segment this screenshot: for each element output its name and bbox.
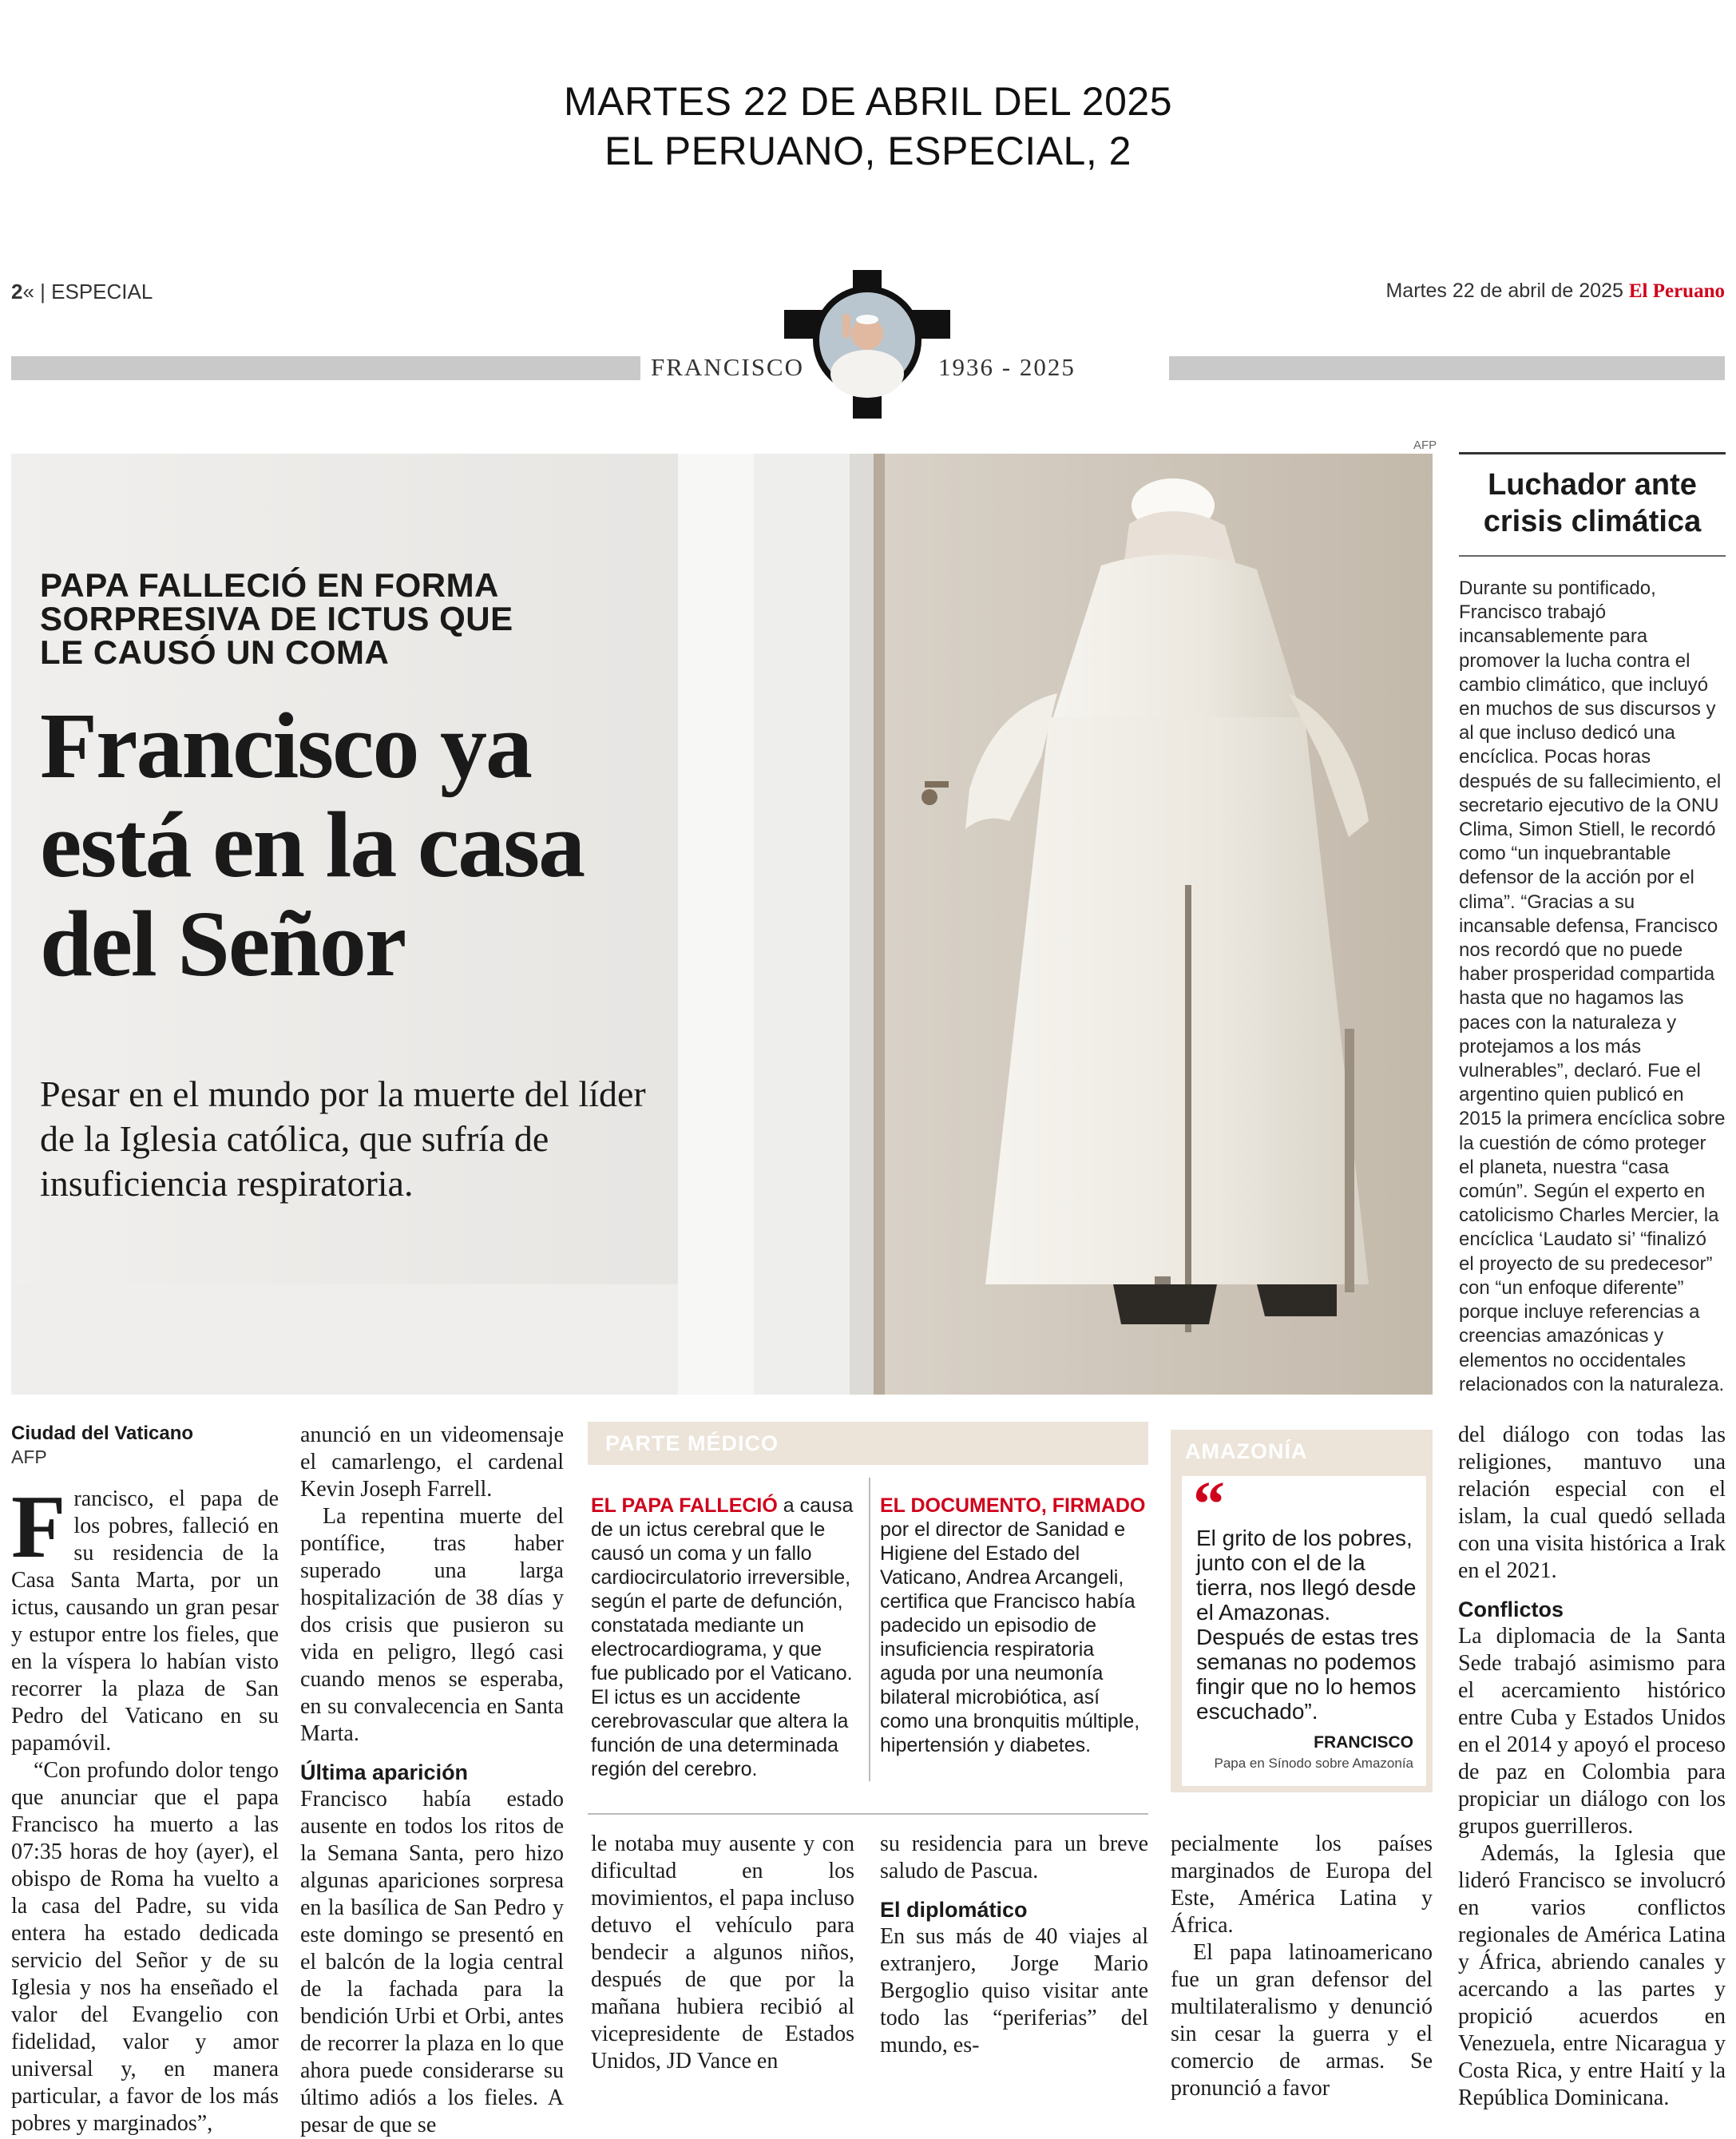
col5-paragraph-2: El papa latinoamericano fue un gran defensor del multilateralismo y denunció sin cesar la guerra y el comercio de armas. Se pronunció a favor [1171,1940,1433,2101]
brand-logo: El Peruano [1628,280,1725,302]
col2-paragraph-3: Francisco había estado ausente en todos los ritos de la Semana Santa, pero hizo algunas apariciones sorpresa en la basílica de San Pedro y este domingo se presentó en el balcón de la logia central de la fachada para la bendición Urbi et Orbi, antes de recorrer la plaza en lo que ahora puede considerarse su último adiós a los fieles. A pesar de que se [300,1787,564,2137]
col6-paragraph-2: La diplomacia de la Santa Sede trabajó asimismo para el acercamiento histórico entre Cuba y Estados Unidos en el 2014 y apoyó el proceso de paz en Colombia para propiciar un diálogo con los grupos guerrilleros. [1458,1624,1726,1839]
col4-paragraph-1: su residencia para un breve saludo de Pascua. [880,1831,1148,1883]
page-number: 2 [11,280,23,304]
article-col-2 [300,1422,564,2139]
quote-mark-icon: “ [1193,1470,1225,1540]
hero-kicker: PAPA FALLECIÓ EN FORMA SORPRESIVA DE ICTUS QUE LE CAUSÓ UN COMA [40,566,513,671]
memorial-name: FRANCISCO [651,353,804,381]
section-name: ESPECIAL [51,280,153,304]
dateline-place: Ciudad del Vaticano [11,1423,194,1444]
parte-medico-divider [869,1478,870,1781]
article-col-5 [1171,1831,1433,2102]
article-col-1 [11,1422,279,2137]
parte-medico-right-lead: EL DOCUMENTO, FIRMADO [880,1494,1146,1517]
col4-paragraph-2: En sus más de 40 viajes al extranjero, Jorge Mario Bergoglio quiso visitar ante todo las “periferias” del mundo, es- [880,1924,1148,2058]
hero-headline: Francisco ya está en la casa del Señor [40,693,585,996]
amazonia-box [1171,1430,1433,1792]
parte-medico-left [591,1494,854,1781]
col2-subhead: Última aparición [300,1760,469,1784]
col2-paragraph-1: anunció en un videomensaje el camarlengo, el cardenal Kevin Joseph Farrell. [300,1423,564,1502]
folio-left: 2« | ESPECIAL [11,280,153,304]
page-header-line2: EL PERUANO, ESPECIAL, 2 [604,129,1132,173]
quote-author: FRANCISCO [1314,1733,1413,1752]
dropcap: F [11,1478,66,1577]
sidebar-top-rule [1459,452,1726,454]
parte-medico-right [880,1494,1148,1757]
memorial-bar-left [11,356,640,380]
folio-right [1385,280,1725,303]
col6-subhead: Conflictos [1458,1597,1564,1621]
col6-paragraph-3: Además, la Iglesia que lideró Francisco se involucró en varios conflictos regionales de América Latina y África, abriendo canales y acercando a las partes y propició acuerdos en Venezuela, entre Nicaragua y Costa Rica, y entre Haití y la República Dominicana. [1458,1841,1726,2110]
parte-medico-header [588,1422,1148,1465]
hero-deck: Pesar en el mundo por la muerte del líder de la Iglesia católica, que sufría de insuficiencia respiratoria. [40,1073,646,1204]
memorial-bar-right [1169,356,1725,380]
col1-paragraph-1: rancisco, el papa de los pobres, falleció en su residencia de la Casa Santa Marta, por un ictus, causando un gran pesar y estupor entre los fieles, que en la víspera lo habían visto recorrer la plaza de San Pedro del Vaticano en su papamóvil. [11,1486,279,1756]
col3-bottom-paragraph: le notaba muy ausente y con dificultad en los movimientos, el papa incluso detuvo el vehículo para bendecir a algunos niños, después de que por la mañana hubiera recibió al vicepresidente de Estados Unidos, JD Vance en [591,1831,854,2074]
folio-marker: « [22,280,34,304]
sidebar-title: Luchador ante crisis climática [1483,468,1702,538]
memorial-cross-emblem [784,270,950,419]
page-header-line1: MARTES 22 DE ABRIL DEL 2025 [563,79,1172,124]
parte-medico-left-lead: EL PAPA FALLECIÓ [591,1494,778,1517]
parte-medico-right-text: por el director de Sanidad e Higiene del Estado del Vaticano, Andrea Arcangeli, certifica que Francisco había padecido un episodio de insuficiencia respiratoria aguda por una neumonía bilateral microbiótica, así como una bronquitis múltiple, hipertensión y diabetes. [880,1518,1140,1756]
article-col-6 [1458,1422,1726,2112]
dateline-agency: AFP [11,1447,47,1467]
sidebar-rule [1459,555,1726,557]
quote-author-role: Papa en Sínodo sobre Amazonía [1214,1756,1413,1771]
col4-subhead: El diplomático [880,1898,1028,1922]
col6-paragraph-1: del diálogo con todas las religiones, mantuvo una relación especial con el islam, la cual quedó sellada con una visita histórica a Irak en el 2021. [1458,1423,1726,1583]
photo-credit: AFP [1413,439,1437,452]
col1-paragraph-2: “Con profundo dolor tengo que anunciar que el papa Francisco ha muerto a las 07:35 horas de hoy (ayer), el obispo de Roma ha vuelto a la casa del Padre, su vida entera ha estado dedicada servicio del Señor y de su Iglesia y nos ha enseñado el valor del Evangelio con fidelidad, valor y amor universal y, en manera particular, a favor de los más pobres y marginados”, [11,1758,279,2136]
memorial-years: 1936 - 2025 [938,353,1076,381]
cross-icon [784,270,950,419]
col5-paragraph-1: pecialmente los países marginados de Europa del Este, América Latina y África. [1171,1831,1433,1938]
parte-medico-tab: PARTE MÉDICO [605,1431,779,1455]
sidebar-text: Durante su pontificado, Francisco trabajó incansablemente para promover la lucha contra el cambio climático, que incluyó en muchos de sus discursos y al que incluso dedicó una encíclica. Pocas horas después de su fallecimiento, el secretario ejecutivo de la ONU Clima, Simon Stiell, le recordó como “un inquebrantable defensor de la acción por el clima”. “Gracias a su incansable defensa, Francisco nos recordó que no puede haber prosperidad compartida hasta que no hagamos las paces con la naturaleza y protejamos a los más vulnerables”, declaró. Fue el argentino quien publicó en 2015 la primera encíclica sobre la cuestión de cómo proteger el planeta, nuestra “casa común”. Según el experto en catolicismo Charles Mercier, la encíclica ‘Laudato si’ “finalizó el proyecto de su predecesor” con “un enfoque diferente” porque incluye referencias a creencias amazónicas y elementos no occidentales relacionados con la naturaleza. [1459,577,1726,1395]
amazonia-quote: El grito de los pobres, junto con el de la tierra, nos llegó desde el Amazonas. Después de estas tres semanas no podemos fingir que no lo hemos escuchado”. [1196,1526,1419,1724]
col2-paragraph-2: La repentina muerte del pontífice, tras haber superado una larga hospitalización de 38 días y dos crisis que pusieron su vida en peligro, llegó casi cuando menos se esperaba, en su convalecencia en Santa Marta. [300,1504,564,1746]
parte-medico-bottom-rule [588,1813,1148,1815]
folio-date: Martes 22 de abril de 2025 [1385,280,1623,302]
amazonia-tab: AMAZONÍA [1185,1439,1308,1463]
article-col-4 [880,1831,1148,2059]
amazonia-quote-card [1182,1470,1426,1786]
parte-medico-left-text: a causa de un ictus cerebral que le causó un coma y un fallo cardiocirculatorio irreversible, según el parte de defunción, constatada mediante un electrocardiograma, y que fue publicado por el Vaticano. El ictus es un accidente cerebrovascular que altera la función de una determinada región del cerebro. [591,1494,854,1780]
